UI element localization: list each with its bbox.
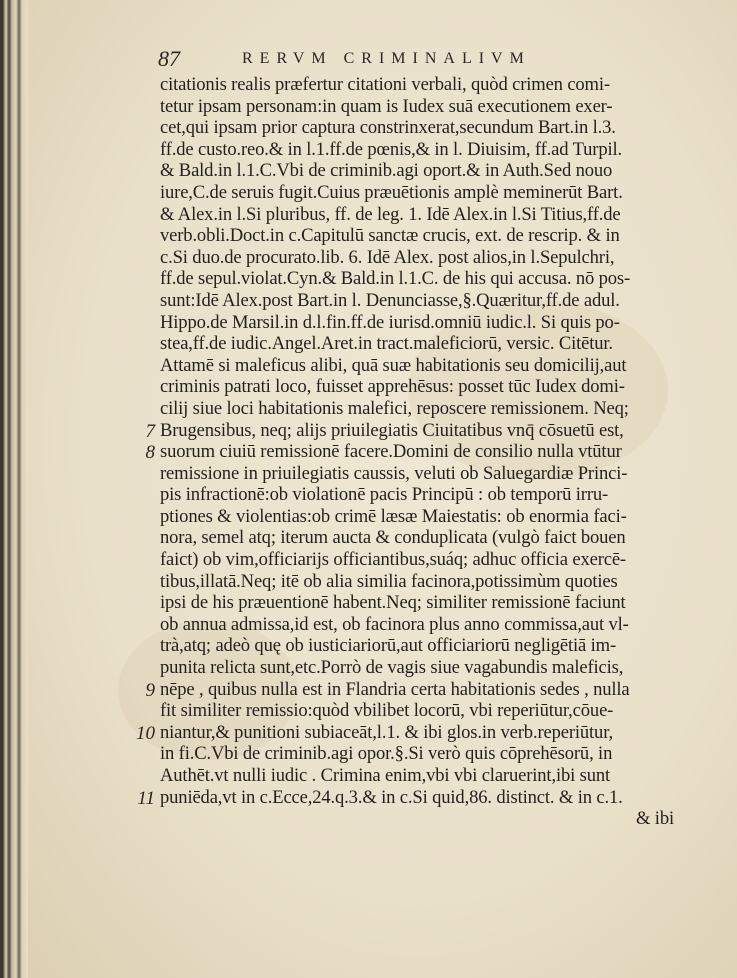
- text-line: citationis realis præfertur citationi verbali, quòd crimen comi-: [160, 74, 610, 95]
- body-text: [160, 74, 720, 830]
- running-head: RERVM CRIMINALIVM: [242, 50, 531, 67]
- text-line: ptiones & violentias:ob crimē læsæ Maiestatis: ob enormia faci-: [160, 505, 627, 527]
- text-line: nora, semel atq; iterum aucta & conduplicata (vulgò faict bouen: [160, 527, 626, 549]
- text-line: tetur ipsam personam:in quam is Iudex suā executionem exer-: [160, 95, 613, 117]
- text-line: pis infractionē:ob violationē pacis Principū : ob temporū irru-: [160, 484, 609, 506]
- page-number: 87: [158, 46, 180, 71]
- text-line: Brugensibus, neq; alijs priuilegiatis Ciuitatibus vnq̄ cōsuetū est,: [160, 419, 624, 441]
- text-line: Authēt.vt nulli iudic . Crimina enim,vbi vbi claruerint,ibi sunt: [160, 765, 611, 786]
- text-line: & Alex.in l.Si pluribus, ff. de leg. 1. Idē Alex.in l.Si Titius,ff.de: [160, 203, 621, 225]
- margin-section-number: 11: [137, 787, 155, 809]
- margin-section-number: 10: [136, 723, 155, 744]
- text-line: Hippo.de Marsil.in d.l.fin.ff.de iurisd.omniū iudic.l. Si quis po-: [160, 311, 620, 333]
- text-line: remissione in priuilegiatis caussis, veluti ob Saluegardiæ Princi-: [160, 462, 628, 484]
- text-line: ff.de sepul.violat.Cyn.& Bald.in l.1.C. de his qui accusa. nō pos-: [160, 268, 631, 290]
- text-line: puniēda,vt in c.Ecce,24.q.3.& in c.Si quid,86. distinct. & in c.1.: [160, 786, 623, 808]
- text-line: punita relicta sunt,etc.Porrò de vagis siue vagabundis maleficis,: [160, 657, 624, 679]
- text-line: c.Si duo.de procurato.lib. 6. Idē Alex. post alios,in l.Sepulchri,: [160, 246, 615, 268]
- text-line: verb.obli.Doct.in c.Capitulū sanctæ crucis, ext. de rescrip. & in: [160, 225, 620, 247]
- text-line: ob annua admissa,id est, ob facinora plus anno commissa,aut vl-: [160, 613, 629, 635]
- text-line: Attamē si maleficus alibi, quā suæ habitationis seu domicilij,aut: [160, 354, 627, 376]
- text-line: iure,C.de seruis fugit.Cuius præuētionis amplè meminerūt Bart.: [160, 181, 623, 203]
- margin-section-number: 8: [145, 442, 155, 464]
- margin-section-number: 7: [145, 420, 155, 442]
- text-line: stea,ff.de iudic.Angel.Aret.in tract.maleficiorū, versic. Citētur.: [160, 333, 613, 355]
- catchword: & ibi: [636, 808, 674, 830]
- page-header: [158, 44, 678, 74]
- text-line: ff.de custo.reo.& in l.1.ff.de pœnis,& in l. Diuisim, ff.ad Turpil.: [160, 138, 623, 160]
- text-line: fit similiter remissio:quòd vbilibet locorū, vbi reperiūtur,cōue-: [160, 700, 614, 722]
- text-line: trà,atq; adeò quę ob iusticiariorū,aut officiariorū negligētiā im-: [160, 635, 616, 657]
- text-line: ipsi de his præuentionē habent.Neq; similiter remissionē faciunt: [160, 592, 626, 614]
- text-line: tibus,illatā.Neq; itē ob alia similia facinora,potissimùm quoties: [160, 570, 618, 592]
- text-line: in fi.C.Vbi de criminib.agi opor.§.Si verò quis cōprehēsorū, in: [160, 743, 613, 765]
- page-edge-shadow: [0, 0, 28, 978]
- text-line: cet,qui ipsam prior captura constrinxerat,secundum Bart.in l.3.: [160, 117, 616, 139]
- text-line: cilij siue loci habitationis malefici, reposcere remissionem. Neq;: [160, 397, 629, 419]
- text-line: sunt:Idē Alex.post Bart.in l. Denunciasse,§.Quæritur,ff.de adul.: [160, 289, 620, 311]
- text-line: criminis patrati loco, fuisset apprehēsus: posset tūc Iudex domi-: [160, 376, 625, 398]
- text-line: & Bald.in l.1.C.Vbi de criminib.agi oport.& in Auth.Sed nouo: [160, 160, 613, 182]
- text-line: suorum ciuiū remissionē facere.Domini de consilio nulla vtūtur: [160, 441, 622, 463]
- text-line: faict) ob vim,officiarijs officiantibus,suáq; adhuc officia exercē-: [160, 549, 626, 571]
- text-line: niantur,& punitioni subiaceāt,l.1. & ibi glos.in verb.reperiūtur,: [160, 721, 613, 743]
- margin-section-number: 9: [145, 679, 155, 701]
- text-line: nēpe , quibus nulla est in Flandria certa habitationis sedes , nulla: [160, 678, 630, 700]
